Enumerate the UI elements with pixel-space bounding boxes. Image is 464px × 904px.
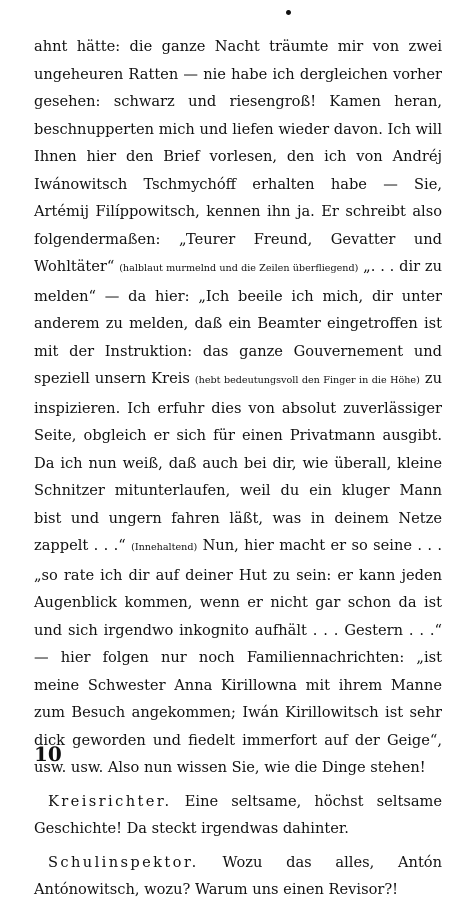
stage-direction: (halblaut murmelnd und die Zeilen überfliegend) bbox=[119, 263, 359, 274]
paragraph-main bbox=[34, 33, 442, 782]
text-run: Eine seltsame, höchst seltsame Geschichte! Da steckt irgendwas dahinter. bbox=[34, 792, 442, 837]
speaker-name: Kreisrichter. bbox=[48, 792, 172, 810]
stage-direction: (hebt bedeutungsvoll den Finger in die Höhe) bbox=[194, 375, 420, 386]
body-text bbox=[34, 33, 442, 904]
text-run: Wozu das alles, Antón Antónowitsch, wozu? Warum uns einen Revisor?! bbox=[34, 853, 442, 898]
text-run: „. . . dir zu melden“ — da hier: „Ich beeile ich mich, dir unter anderem zu melden, daß ein Beamter eingetroffen ist mit der Instruktion: das ganze Gouvernement und speziell unsern Kreis bbox=[34, 258, 442, 387]
text-run: zu inspizieren. Ich erfuhr dies von absolut zuverlässiger Seite, obgleich er sich für einen Privatmann ausgibt. Da ich nun weiß, daß auch bei dir, wie überall, kleine Schnitzer mitunterlaufen, weil du ein kluger Mann bist und ungern fahren läßt, was in deinem Netze zappelt . . .“ bbox=[34, 370, 442, 554]
page-number: 10 bbox=[34, 742, 62, 766]
speaker-name: Schulinspektor. bbox=[48, 853, 199, 871]
paragraph-schulinspektor bbox=[34, 849, 442, 904]
text-run: ahnt hätte: die ganze Nacht träumte mir von zwei ungeheuren Ratten — nie habe ich dergleichen vorher gesehen: schwarz und riesengroß! Kamen heran, beschnupperten mich und liefen wieder davon. Ich will Ihnen hier den Brief vorlesen, den ich von Andréj Iwánowitsch Tschmychóff erhalten habe — Sie, Artémij Filíppowitsch, kennen ihn ja. Er schreibt also folgendermaßen: „Teurer Freund, Gevatter und Wohltäter“ bbox=[34, 38, 442, 275]
printer-mark-dot bbox=[286, 10, 291, 15]
paragraph-kreisrichter bbox=[34, 788, 442, 843]
text-run: Nun, hier macht er so seine . . . „so rate ich dir auf deiner Hut zu sein: er kann jeden Augenblick kommen, wenn er nicht gar schon da ist und sich irgendwo inkognito aufhält . . . Gestern . . .“ — hier folgen nur noch Familiennachrichten: „ist meine Schwester Anna Kirillowna mit ihrem Manne zum Besuch angekommen; Iwán Kirillowitsch ist sehr dick geworden und fiedelt immerfort auf der Geige“, usw. usw. Also nun wissen Sie, wie die Dinge stehen! bbox=[34, 537, 442, 776]
stage-direction: (Innehaltend) bbox=[131, 542, 198, 553]
